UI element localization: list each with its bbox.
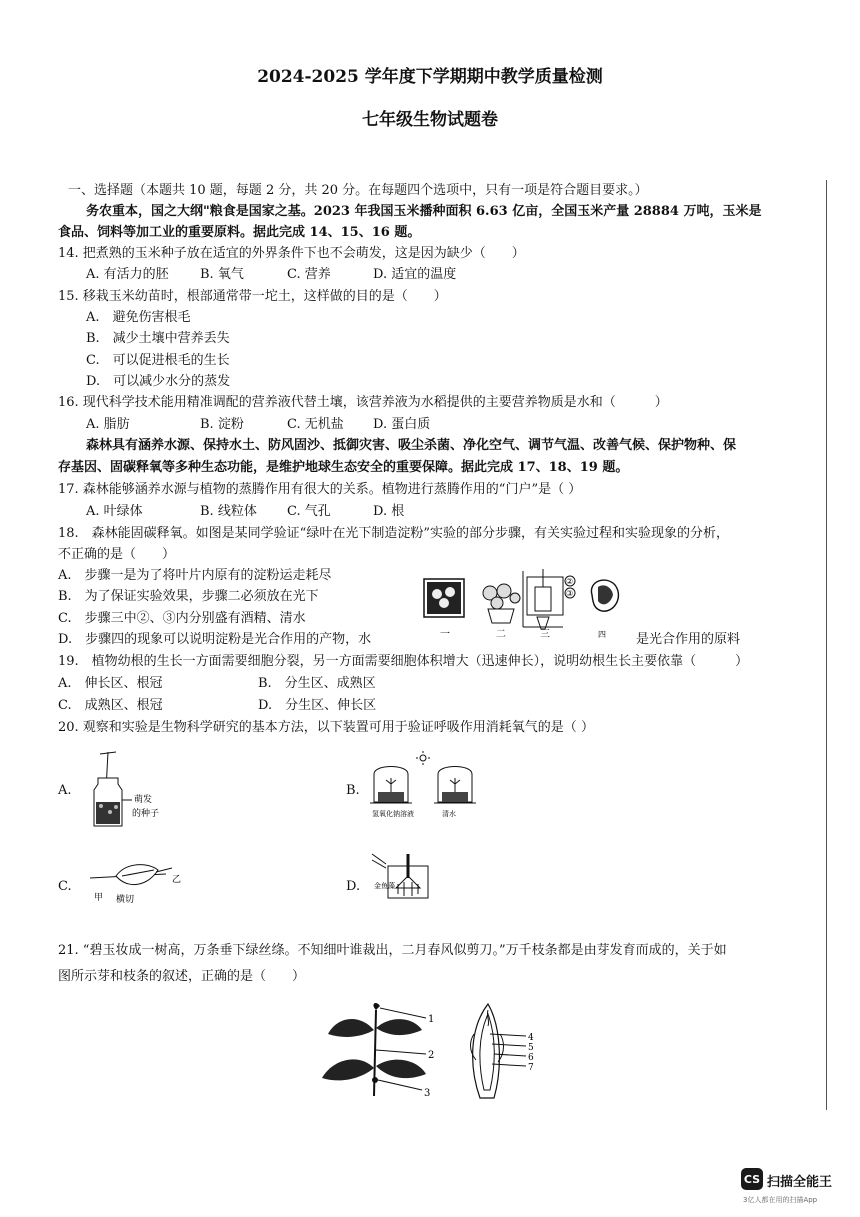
q16-option-b: B. 淀粉	[200, 417, 244, 432]
q18-option-d: D. 步骤四的现象可以说明淀粉是光合作用的产物，水	[58, 632, 372, 647]
q21-branch-and-bud-figure	[318, 1000, 548, 1100]
q21-stem-line2: 图所示芽和枝条的叙述，正确的是（ ）	[58, 969, 306, 984]
fig-label-1: 1	[428, 1014, 435, 1025]
q20-b-label-1: 氢氧化钠溶液	[372, 810, 414, 818]
q17-option-b: B. 线粒体	[200, 504, 257, 519]
q14-option-d: D. 适宜的温度	[373, 267, 457, 282]
section-heading: 一、选择题（本题共 10 题，每题 2 分，共 20 分。在每题四个选项中，只有一项是符合题目要求。）	[68, 183, 648, 198]
q18-stem-line1: 18. 森林能固碳释氧。如图是某同学验证“绿叶在光下制造淀粉”实验的部分步骤，有关实验过程和实验现象的分析，	[58, 526, 729, 541]
q19-option-b: B. 分生区、成熟区	[258, 676, 376, 691]
bud-section-icon	[471, 1004, 527, 1098]
q19-option-c: C. 成熟区、根冠	[58, 698, 163, 713]
q20-option-b: B.	[346, 783, 360, 798]
fig-label-4: 4	[528, 1033, 534, 1043]
q20-a-label-1: 萌发	[134, 795, 153, 805]
q20-stem: 20. 观察和实验是生物科学研究的基本方法，以下装置可用于验证呼吸作用消耗氧气的是（ ）	[58, 720, 594, 735]
fig-label-7: 7	[528, 1063, 534, 1073]
q14-option-c: C. 营养	[287, 267, 331, 282]
fig-step-3: 三	[540, 629, 550, 640]
q20-a-label-2: 的种子	[132, 809, 160, 819]
fig-step-1: 一	[440, 629, 450, 640]
q17-option-d: D. 根	[373, 504, 405, 519]
q20-a-seed-jar-figure	[86, 750, 176, 830]
q15-option-b: B. 减少土壤中营养丢失	[86, 331, 230, 346]
fig-step-4: 四	[598, 630, 606, 639]
q16-option-c: C. 无机盐	[287, 417, 344, 432]
q18-stem-line2: 不正确的是（ ）	[58, 547, 176, 562]
q20-b-bell-jar-figure	[368, 750, 498, 820]
camscanner-logo-icon: CS	[741, 1168, 763, 1190]
q20-option-d: D.	[346, 879, 361, 894]
fig-label-3: 3	[424, 1088, 431, 1099]
exam-title: 2024-2025 学年度下学期期中教学质量检测	[257, 67, 603, 87]
passage2-line2: 存基因、固碳释氧等多种生态功能，是维护地球生态安全的重要保障。据此完成 17、18、19 题。	[58, 460, 629, 475]
camscanner-name: 扫描全能王	[767, 1175, 833, 1190]
q15-option-a: A. 避免伤害根毛	[86, 310, 191, 325]
q18-option-b: B. 为了保证实验效果，步骤二必须放在光下	[58, 589, 319, 604]
exam-subtitle: 七年级生物试题卷	[362, 110, 498, 130]
passage1-line1: 务农重本，国之大纲"粮食是国家之基。2023 年我国玉米播种面积 6.63 亿亩，全国玉米产量 28884 万吨，玉米是	[86, 204, 762, 219]
fig-label-6: 6	[528, 1053, 534, 1063]
q16-option-a: A. 脂肪	[86, 417, 130, 432]
q20-d-label-text: 金鱼藻	[374, 882, 395, 890]
q20-c-leaf-section-figure	[86, 856, 186, 906]
fig-mark-3: ③	[566, 589, 574, 598]
q19-option-d: D. 分生区、伸长区	[258, 698, 377, 713]
q20-d-label	[374, 881, 395, 890]
step1-dark-box-icon	[424, 579, 464, 617]
q20-c-label-2: 横切	[116, 895, 135, 905]
q18-option-c: C. 步骤三中②、③内分别盛有酒精、清水	[58, 611, 306, 626]
q14-stem: 14. 把煮熟的玉米种子放在适宜的外界条件下也不会萌发，这是因为缺少（ ）	[58, 246, 525, 261]
fig-mark-2: ②	[566, 577, 574, 586]
q15-stem: 15. 移栽玉米幼苗时，根部通常带一坨土，这样做的目的是（ ）	[58, 289, 447, 304]
sun-icon	[416, 751, 430, 765]
fig-label-5: 5	[528, 1043, 534, 1053]
page-edge-rule	[826, 180, 827, 1110]
branch-icon	[322, 1003, 426, 1096]
q14-option-a: A. 有活力的胚	[86, 267, 169, 282]
step2-potted-plant-icon	[483, 584, 520, 623]
q20-option-a: A.	[58, 783, 72, 798]
q14-option-b: B. 氧气	[200, 267, 244, 282]
camscanner-tagline: 3亿人都在用的扫描App	[743, 1196, 818, 1204]
q19-stem: 19. 植物幼根的生长一方面需要细胞分裂，另一方面需要细胞体积增大（迅速伸长），说明幼根生长主要依靠（ ）	[58, 654, 749, 669]
q15-option-c: C. 可以促进根毛的生长	[86, 353, 230, 368]
q20-b-label-2: 清水	[442, 810, 456, 818]
q17-option-c: C. 气孔	[287, 504, 331, 519]
q17-option-a: A. 叶绿体	[86, 504, 143, 519]
q20-c-label-3: 乙	[172, 875, 182, 885]
q16-option-d: D. 蛋白质	[373, 417, 431, 432]
q21-stem-line1: 21. “碧玉妆成一树高，万条垂下绿丝绦。不知细叶谁裁出，二月春风似剪刀。”万千枝条都是由芽发育而成的，关于如	[58, 943, 727, 958]
q18-option-a: A. 步骤一是为了将叶片内原有的淀粉运走耗尽	[58, 568, 332, 583]
q17-stem: 17. 森林能够涵养水源与植物的蒸腾作用有很大的关系。植物进行蒸腾作用的“门户”是（ ）	[58, 482, 582, 497]
step4-stained-leaf-icon	[591, 580, 618, 611]
fig-step-2: 二	[496, 629, 506, 640]
q20-d-water-plant-figure	[368, 848, 438, 918]
passage1-line2: 食品、饲料等加工业的重要原料。据此完成 14、15、16 题。	[58, 225, 421, 240]
q18-option-d-tail: 是光合作用的原料	[636, 632, 741, 647]
q20-option-c: C.	[58, 879, 72, 894]
q20-c-label-1: 甲	[94, 893, 104, 903]
q16-stem: 16. 现代科学技术能用精准调配的营养液代替土壤，该营养液为水稻提供的主要营养物质是水和（ ）	[58, 395, 668, 410]
fig-label-2: 2	[428, 1050, 435, 1061]
passage2-line1: 森林具有涵养水源、保持水土、防风固沙、抵御灾害、吸尘杀菌、净化空气、调节气温、改善气候、保护物种、保	[86, 438, 737, 453]
q15-option-d: D. 可以减少水分的蒸发	[86, 374, 231, 389]
q18-experiment-figure	[420, 565, 640, 640]
q19-option-a: A. 伸长区、根冠	[58, 676, 163, 691]
